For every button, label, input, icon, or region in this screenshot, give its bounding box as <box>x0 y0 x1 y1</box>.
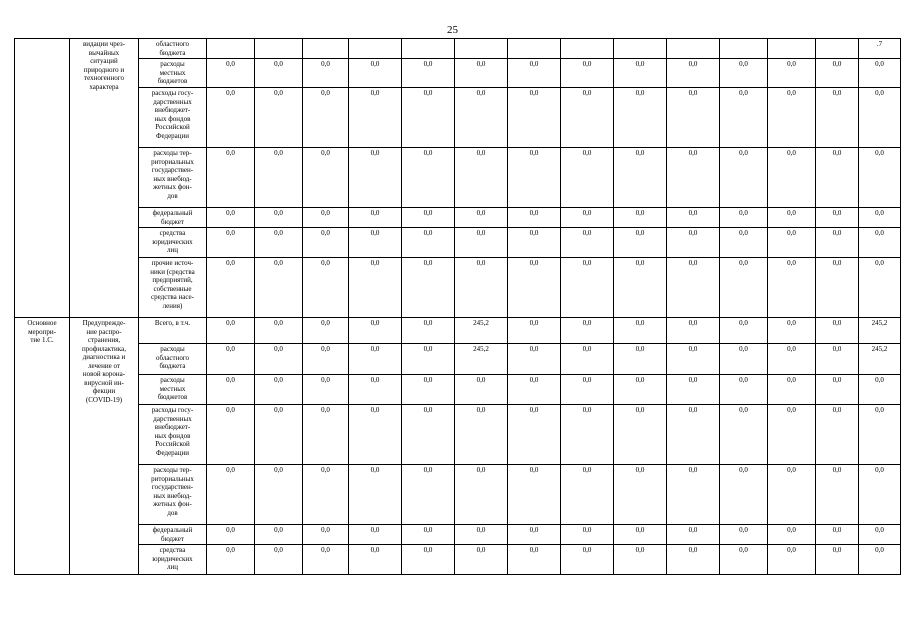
value-cell: 0,0 <box>667 525 720 545</box>
value-cell: 245,2 <box>859 344 901 375</box>
value-cell <box>614 39 667 59</box>
value-cell: 0,0 <box>667 545 720 575</box>
value-cell: 0,0 <box>859 208 901 228</box>
value-cell: 0,0 <box>561 148 614 208</box>
value-cell: 0,0 <box>720 258 768 318</box>
value-cell: 0,0 <box>614 258 667 318</box>
value-cell: 0,0 <box>614 208 667 228</box>
value-cell <box>349 39 402 59</box>
page-number: 25 <box>447 24 458 36</box>
value-cell: 0,0 <box>614 148 667 208</box>
value-cell: 0,0 <box>349 148 402 208</box>
value-cell: 0,0 <box>207 88 255 148</box>
value-cell: 0,0 <box>667 318 720 344</box>
table-row <box>15 88 901 148</box>
value-cell: 0,0 <box>768 405 816 465</box>
value-cell: 0,0 <box>255 465 303 525</box>
value-cell: 0,0 <box>349 228 402 258</box>
value-cell: 0,0 <box>508 375 561 405</box>
value-cell: 0,0 <box>402 405 455 465</box>
value-cell: 0,0 <box>255 258 303 318</box>
value-cell: 0,0 <box>859 545 901 575</box>
funding-source-cell: прочие источ- ники (средства предприятий, собственные средства насе- ления) <box>139 258 207 318</box>
table-row <box>15 465 901 525</box>
value-cell: 0,0 <box>561 59 614 88</box>
value-cell: 0,0 <box>614 545 667 575</box>
value-cell: 0,0 <box>402 545 455 575</box>
value-cell: 0,0 <box>349 258 402 318</box>
value-cell: 0,0 <box>255 344 303 375</box>
value-cell: 0,0 <box>816 344 859 375</box>
value-cell <box>667 39 720 59</box>
value-cell: 0,0 <box>720 375 768 405</box>
value-cell: 0,0 <box>859 258 901 318</box>
value-cell: 0,0 <box>859 375 901 405</box>
value-cell: 0,0 <box>720 465 768 525</box>
value-cell: 0,0 <box>402 525 455 545</box>
value-cell: 0,0 <box>402 59 455 88</box>
value-cell: 0,0 <box>614 88 667 148</box>
value-cell: 0,0 <box>768 545 816 575</box>
value-cell: 0,0 <box>614 465 667 525</box>
value-cell: 0,0 <box>816 405 859 465</box>
value-cell: 0,0 <box>207 228 255 258</box>
value-cell: 0,0 <box>720 148 768 208</box>
value-cell: 0,0 <box>349 344 402 375</box>
value-cell: 0,0 <box>614 405 667 465</box>
value-cell: 0,0 <box>402 318 455 344</box>
value-cell: 0,0 <box>508 545 561 575</box>
value-cell: 0,0 <box>561 525 614 545</box>
value-cell: 0,0 <box>349 405 402 465</box>
value-cell: 0,0 <box>455 208 508 228</box>
value-cell: 0,0 <box>816 59 859 88</box>
value-cell: 0,0 <box>303 465 349 525</box>
value-cell: 0,0 <box>455 88 508 148</box>
value-cell: 0,0 <box>768 525 816 545</box>
value-cell: 0,0 <box>859 525 901 545</box>
value-cell: 0,0 <box>667 148 720 208</box>
value-cell: 0,0 <box>207 525 255 545</box>
value-cell: 0,0 <box>816 465 859 525</box>
value-cell: 0,0 <box>561 318 614 344</box>
funding-source-cell: расходы местных бюджетов <box>139 375 207 405</box>
value-cell: 0,0 <box>508 344 561 375</box>
value-cell: 0,0 <box>720 525 768 545</box>
table-row <box>15 344 901 375</box>
value-cell: 0,0 <box>768 375 816 405</box>
value-cell: 0,0 <box>768 344 816 375</box>
value-cell: 0,0 <box>255 375 303 405</box>
value-cell: 0,0 <box>859 465 901 525</box>
value-cell: 0,0 <box>667 228 720 258</box>
value-cell: 0,0 <box>303 405 349 465</box>
funding-source-cell: средства юридических лиц <box>139 545 207 575</box>
funding-source-cell: Всего, в т.ч. <box>139 318 207 344</box>
value-cell: 0,0 <box>667 344 720 375</box>
value-cell: 0,0 <box>768 208 816 228</box>
value-cell: 0,0 <box>303 258 349 318</box>
funding-source-cell: расходы тер- риториальных государствен- ных внебюд- жетных фон- дов <box>139 148 207 208</box>
budget-table <box>14 38 901 575</box>
value-cell: 0,0 <box>508 525 561 545</box>
value-cell: 0,0 <box>816 525 859 545</box>
value-cell: 0,0 <box>255 525 303 545</box>
value-cell: 0,0 <box>720 405 768 465</box>
value-cell: 0,0 <box>816 258 859 318</box>
value-cell <box>207 39 255 59</box>
value-cell: 0,0 <box>667 258 720 318</box>
value-cell: 0,0 <box>667 465 720 525</box>
funding-source-cell: средства юридических лиц <box>139 228 207 258</box>
value-cell: 0,0 <box>303 59 349 88</box>
value-cell: 0,0 <box>402 258 455 318</box>
value-cell: 0,0 <box>561 344 614 375</box>
value-cell: 0,0 <box>207 465 255 525</box>
table-row <box>15 59 901 88</box>
value-cell: 0,0 <box>508 59 561 88</box>
value-cell: 0,0 <box>402 88 455 148</box>
value-cell: 0,0 <box>455 228 508 258</box>
value-cell: 0,0 <box>255 148 303 208</box>
value-cell: 0,0 <box>303 545 349 575</box>
value-cell: 0,0 <box>207 405 255 465</box>
funding-source-cell: областного бюджета <box>139 39 207 59</box>
value-cell: 0,0 <box>720 344 768 375</box>
value-cell: 0,0 <box>207 148 255 208</box>
value-cell: 0,0 <box>508 258 561 318</box>
value-cell: 245,2 <box>455 344 508 375</box>
value-cell: 0,0 <box>816 88 859 148</box>
value-cell: 0,0 <box>859 148 901 208</box>
value-cell: 0,0 <box>720 59 768 88</box>
value-cell: 0,0 <box>349 318 402 344</box>
section-code-cell <box>15 39 70 318</box>
value-cell: 0,0 <box>561 208 614 228</box>
value-cell: 0,0 <box>816 148 859 208</box>
table-row <box>15 258 901 318</box>
funding-source-cell: федеральный бюджет <box>139 525 207 545</box>
value-cell <box>720 39 768 59</box>
value-cell: 0,0 <box>561 228 614 258</box>
value-cell: 0,0 <box>816 318 859 344</box>
value-cell: 0,0 <box>303 148 349 208</box>
table-row <box>15 208 901 228</box>
value-cell: 0,0 <box>349 525 402 545</box>
value-cell: 0,0 <box>207 344 255 375</box>
value-cell: 0,0 <box>508 405 561 465</box>
value-cell: 0,0 <box>207 258 255 318</box>
value-cell: 0,0 <box>768 59 816 88</box>
value-cell: 0,0 <box>207 375 255 405</box>
funding-source-cell: расходы местных бюджетов <box>139 59 207 88</box>
value-cell: 0,0 <box>455 258 508 318</box>
value-cell: 0,0 <box>255 208 303 228</box>
value-cell: 0,0 <box>614 375 667 405</box>
table-row <box>15 318 901 344</box>
value-cell: 0,0 <box>768 318 816 344</box>
value-cell: 0,0 <box>255 88 303 148</box>
value-cell: 0,0 <box>402 465 455 525</box>
value-cell: 0,0 <box>561 258 614 318</box>
table-row <box>15 545 901 575</box>
value-cell: 0,0 <box>720 208 768 228</box>
value-cell <box>768 39 816 59</box>
value-cell: 0,0 <box>508 208 561 228</box>
value-cell: 0,0 <box>207 545 255 575</box>
value-cell: 0,0 <box>349 208 402 228</box>
value-cell <box>455 39 508 59</box>
value-cell: 0,0 <box>816 375 859 405</box>
value-cell: 0,0 <box>859 59 901 88</box>
value-cell: 0,0 <box>303 375 349 405</box>
value-cell: 0,0 <box>455 525 508 545</box>
value-cell: 0,0 <box>455 375 508 405</box>
value-cell: 0,0 <box>303 318 349 344</box>
value-cell: 0,0 <box>614 525 667 545</box>
value-cell: 0,0 <box>255 405 303 465</box>
value-cell <box>816 39 859 59</box>
value-cell: 0,0 <box>402 228 455 258</box>
value-cell: 0,0 <box>207 318 255 344</box>
value-cell: 0,0 <box>207 59 255 88</box>
value-cell: 0,0 <box>720 228 768 258</box>
funding-source-cell: расходы тер- риториальных государствен- ных внебюд- жетных фон- дов <box>139 465 207 525</box>
value-cell: 0,0 <box>303 208 349 228</box>
value-cell: 0,0 <box>667 405 720 465</box>
section-name-cell: видации чрез- вычайных ситуаций природного и техногенного характера <box>70 39 139 318</box>
value-cell: 0,0 <box>561 465 614 525</box>
value-cell: 0,0 <box>455 545 508 575</box>
table-row <box>15 375 901 405</box>
value-cell: 0,0 <box>349 88 402 148</box>
value-cell: 0,0 <box>816 545 859 575</box>
table-row <box>15 228 901 258</box>
value-cell: 0,0 <box>455 405 508 465</box>
value-cell: 0,0 <box>255 228 303 258</box>
value-cell: 0,0 <box>720 545 768 575</box>
section-name-cell: Предупрежде- ние распро- странения, профилактика, диагностика и лечение от новой корона- вирусной ин- фекции (COVID-19) <box>70 318 139 575</box>
value-cell: 0,0 <box>561 88 614 148</box>
value-cell: 0,0 <box>768 88 816 148</box>
value-cell: 0,0 <box>859 88 901 148</box>
value-cell: 0,0 <box>768 228 816 258</box>
value-cell: 0,0 <box>303 88 349 148</box>
funding-source-cell: расходы госу- дарственных внебюджет- ных фондов Российской Федерации <box>139 405 207 465</box>
value-cell: 0,0 <box>768 148 816 208</box>
value-cell <box>508 39 561 59</box>
funding-source-cell: расходы областного бюджета <box>139 344 207 375</box>
value-cell: 0,0 <box>349 59 402 88</box>
value-cell: 0,0 <box>561 375 614 405</box>
value-cell: 0,0 <box>720 88 768 148</box>
value-cell: 0,0 <box>667 375 720 405</box>
value-cell: 0,0 <box>455 465 508 525</box>
value-cell: 0,0 <box>349 375 402 405</box>
value-cell: 0,0 <box>455 148 508 208</box>
value-cell: 0,0 <box>508 318 561 344</box>
value-cell <box>561 39 614 59</box>
value-cell <box>402 39 455 59</box>
table-row <box>15 148 901 208</box>
value-cell: 0,0 <box>349 545 402 575</box>
value-cell: 0,0 <box>349 465 402 525</box>
value-cell: 0,0 <box>402 208 455 228</box>
value-cell: 0,0 <box>614 59 667 88</box>
value-cell: 0,0 <box>508 465 561 525</box>
value-cell: 245,2 <box>859 318 901 344</box>
value-cell: 0,0 <box>816 208 859 228</box>
value-cell: 0,0 <box>508 148 561 208</box>
value-cell: 245,2 <box>455 318 508 344</box>
value-cell: 0,0 <box>402 344 455 375</box>
value-cell: .7 <box>859 39 901 59</box>
value-cell: 0,0 <box>859 405 901 465</box>
value-cell: 0,0 <box>768 465 816 525</box>
value-cell: 0,0 <box>402 148 455 208</box>
value-cell: 0,0 <box>614 228 667 258</box>
value-cell: 0,0 <box>508 88 561 148</box>
table-row <box>15 405 901 465</box>
value-cell: 0,0 <box>859 228 901 258</box>
value-cell: 0,0 <box>816 228 859 258</box>
value-cell: 0,0 <box>207 208 255 228</box>
value-cell: 0,0 <box>614 318 667 344</box>
funding-source-cell: расходы госу- дарственных внебюджет- ных фондов Российской Федерации <box>139 88 207 148</box>
value-cell <box>303 39 349 59</box>
value-cell: 0,0 <box>255 318 303 344</box>
value-cell: 0,0 <box>255 545 303 575</box>
value-cell: 0,0 <box>303 344 349 375</box>
funding-source-cell: федеральный бюджет <box>139 208 207 228</box>
value-cell: 0,0 <box>508 228 561 258</box>
value-cell: 0,0 <box>455 59 508 88</box>
table-row <box>15 525 901 545</box>
value-cell: 0,0 <box>402 375 455 405</box>
value-cell: 0,0 <box>303 228 349 258</box>
value-cell: 0,0 <box>614 344 667 375</box>
value-cell: 0,0 <box>255 59 303 88</box>
section-code-cell: Основное меропри- тие 1.С. <box>15 318 70 575</box>
table-row <box>15 39 901 59</box>
value-cell: 0,0 <box>667 59 720 88</box>
value-cell: 0,0 <box>720 318 768 344</box>
value-cell: 0,0 <box>667 88 720 148</box>
value-cell: 0,0 <box>561 405 614 465</box>
value-cell: 0,0 <box>303 525 349 545</box>
value-cell: 0,0 <box>667 208 720 228</box>
value-cell: 0,0 <box>561 545 614 575</box>
value-cell <box>255 39 303 59</box>
value-cell: 0,0 <box>768 258 816 318</box>
